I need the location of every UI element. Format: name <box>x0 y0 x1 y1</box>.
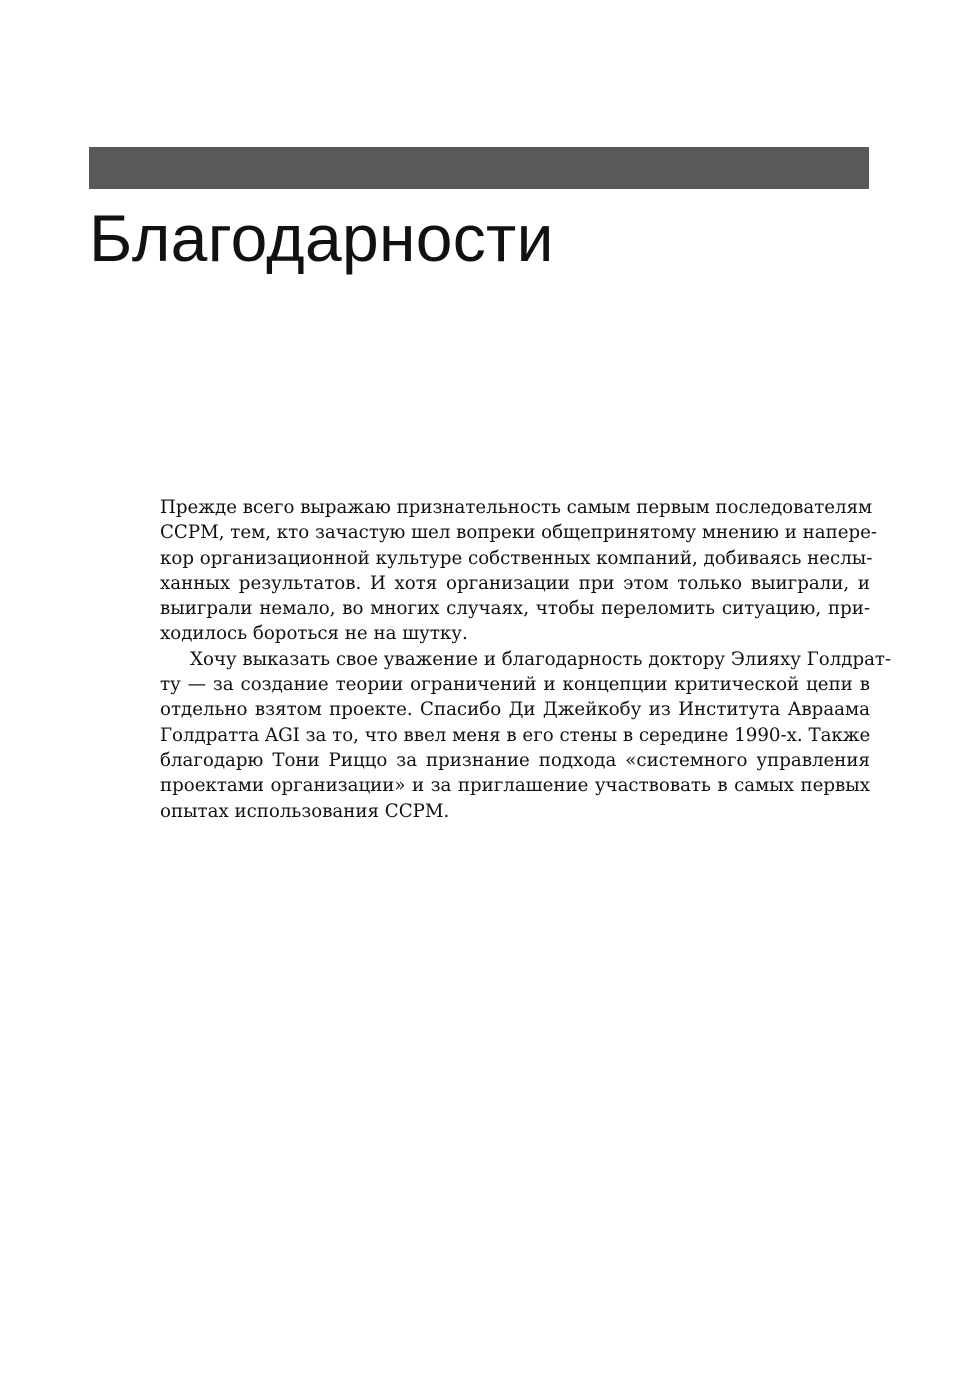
text-line: ходилось бороться не на шутку. <box>160 623 468 645</box>
paragraph-1 <box>160 495 878 647</box>
text-line: кор организационной культуре собственных компаний, добиваясь неслы- <box>160 547 873 569</box>
text-line: отдельно взятом проекте. Спасибо Ди Джейкобу из Института Авраама <box>160 699 870 721</box>
text-line: Хочу выказать свое уважение и благодарность доктору Элияху Голдрат- <box>190 648 892 670</box>
paragraph-2 <box>160 647 892 824</box>
text-line: благодарю Тони Риццо за признание подхода «системного управления <box>160 749 870 771</box>
text-line: опытах использования CCPM. <box>160 800 450 822</box>
text-line: Голдратта AGI за то, что ввел меня в его стены в середине 1990-х. Также <box>160 724 871 746</box>
text-line: CCPM, тем, кто зачастую шел вопреки общепринятому мнению и напере- <box>160 522 878 544</box>
text-line: выиграли немало, во многих случаях, чтобы переломить ситуацию, при- <box>160 598 870 620</box>
chapter-title: Благодарности <box>89 201 554 275</box>
chapter-header-bar <box>89 147 869 189</box>
acknowledgements-text <box>160 495 892 824</box>
text-line: ту — за создание теории ограничений и концепции критической цепи в <box>160 674 870 696</box>
text-line: Прежде всего выражаю признательность самым первым последователям <box>160 497 873 518</box>
text-line: ханных результатов. И хотя организации при этом только выиграли, и <box>160 572 870 594</box>
text-line: проектами организации» и за приглашение участвовать в самых первых <box>160 775 870 797</box>
